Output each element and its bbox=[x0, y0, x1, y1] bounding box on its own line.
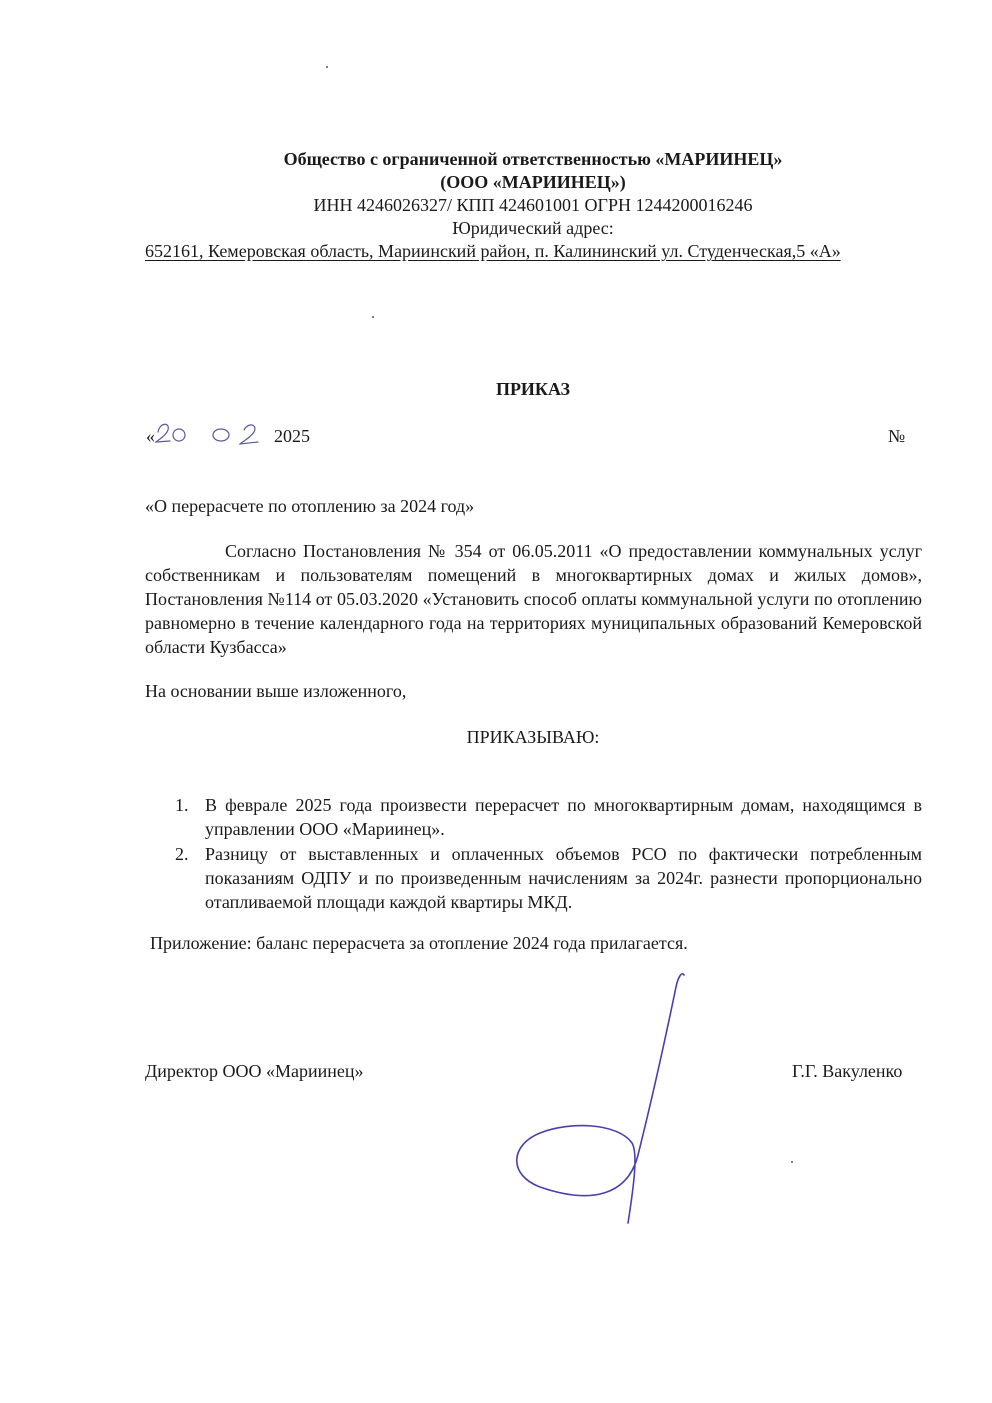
list-item bbox=[170, 793, 922, 841]
scan-speck bbox=[326, 66, 328, 68]
company-short-name: (ООО «МАРИИНЕЦ») bbox=[440, 172, 626, 192]
order-number-label: № bbox=[888, 426, 906, 446]
order-preamble: Согласно Постановления № 354 от 06.05.2011 «О предоставлении коммунальных услуг собственникам и пользователям помещений в многоквартирных домах и жилых домов», Постановления №114 от 05.03.2020 «Установить способ оплаты коммунальной услуги по отоплению равномерно в течение календарного года на территориях муниципальных образований Кемеровской области Кузбасса» bbox=[145, 541, 922, 657]
signatory-name: Г.Г. Вакуленко bbox=[792, 1061, 903, 1081]
company-requisites: ИНН 4246026327/ КПП 424601001 ОГРН 1244200016246 bbox=[313, 195, 753, 215]
company-full-name: Общество с ограниченной ответственностью «МАРИИНЕЦ» bbox=[283, 149, 783, 169]
handwritten-date bbox=[150, 414, 280, 452]
order-subject: «О перерасчете по отоплению за 2024 год» bbox=[145, 496, 475, 516]
signatory-position: Директор ООО «Мариинец» bbox=[145, 1061, 364, 1081]
item-number: 1. bbox=[175, 795, 189, 815]
handwritten-signature bbox=[500, 965, 700, 1235]
attachment-note: Приложение: баланс перерасчета за отопление 2024 года прилагается. bbox=[150, 933, 688, 953]
date-open-quote: « bbox=[146, 426, 155, 446]
scan-speck bbox=[791, 1161, 793, 1163]
legal-address: 652161, Кемеровская область, Мариинский район, п. Калининский ул. Студенческая,5 «А» bbox=[145, 241, 841, 261]
order-year: 2025 bbox=[274, 426, 310, 446]
item-text: В феврале 2025 года произвести перерасчет по многоквартирным домам, находящимся в управлении ООО «Мариинец». bbox=[205, 795, 922, 839]
address-label: Юридический адрес: bbox=[452, 218, 614, 238]
list-item bbox=[170, 842, 922, 914]
decree-word: ПРИКАЗЫВАЮ: bbox=[466, 727, 600, 747]
scan-speck bbox=[372, 316, 374, 318]
item-number: 2. bbox=[175, 844, 189, 864]
item-text: Разницу от выставленных и оплаченных объемов РСО по фактически потребленным показаниям ОДПУ и по произведенным начислениям за 2024г. разнести пропорционально отапливаемой площади каждой квартиры МКД. bbox=[205, 844, 922, 912]
order-title: ПРИКАЗ bbox=[495, 379, 571, 399]
order-items bbox=[170, 793, 922, 915]
order-basis: На основании выше изложенного, bbox=[145, 681, 407, 701]
